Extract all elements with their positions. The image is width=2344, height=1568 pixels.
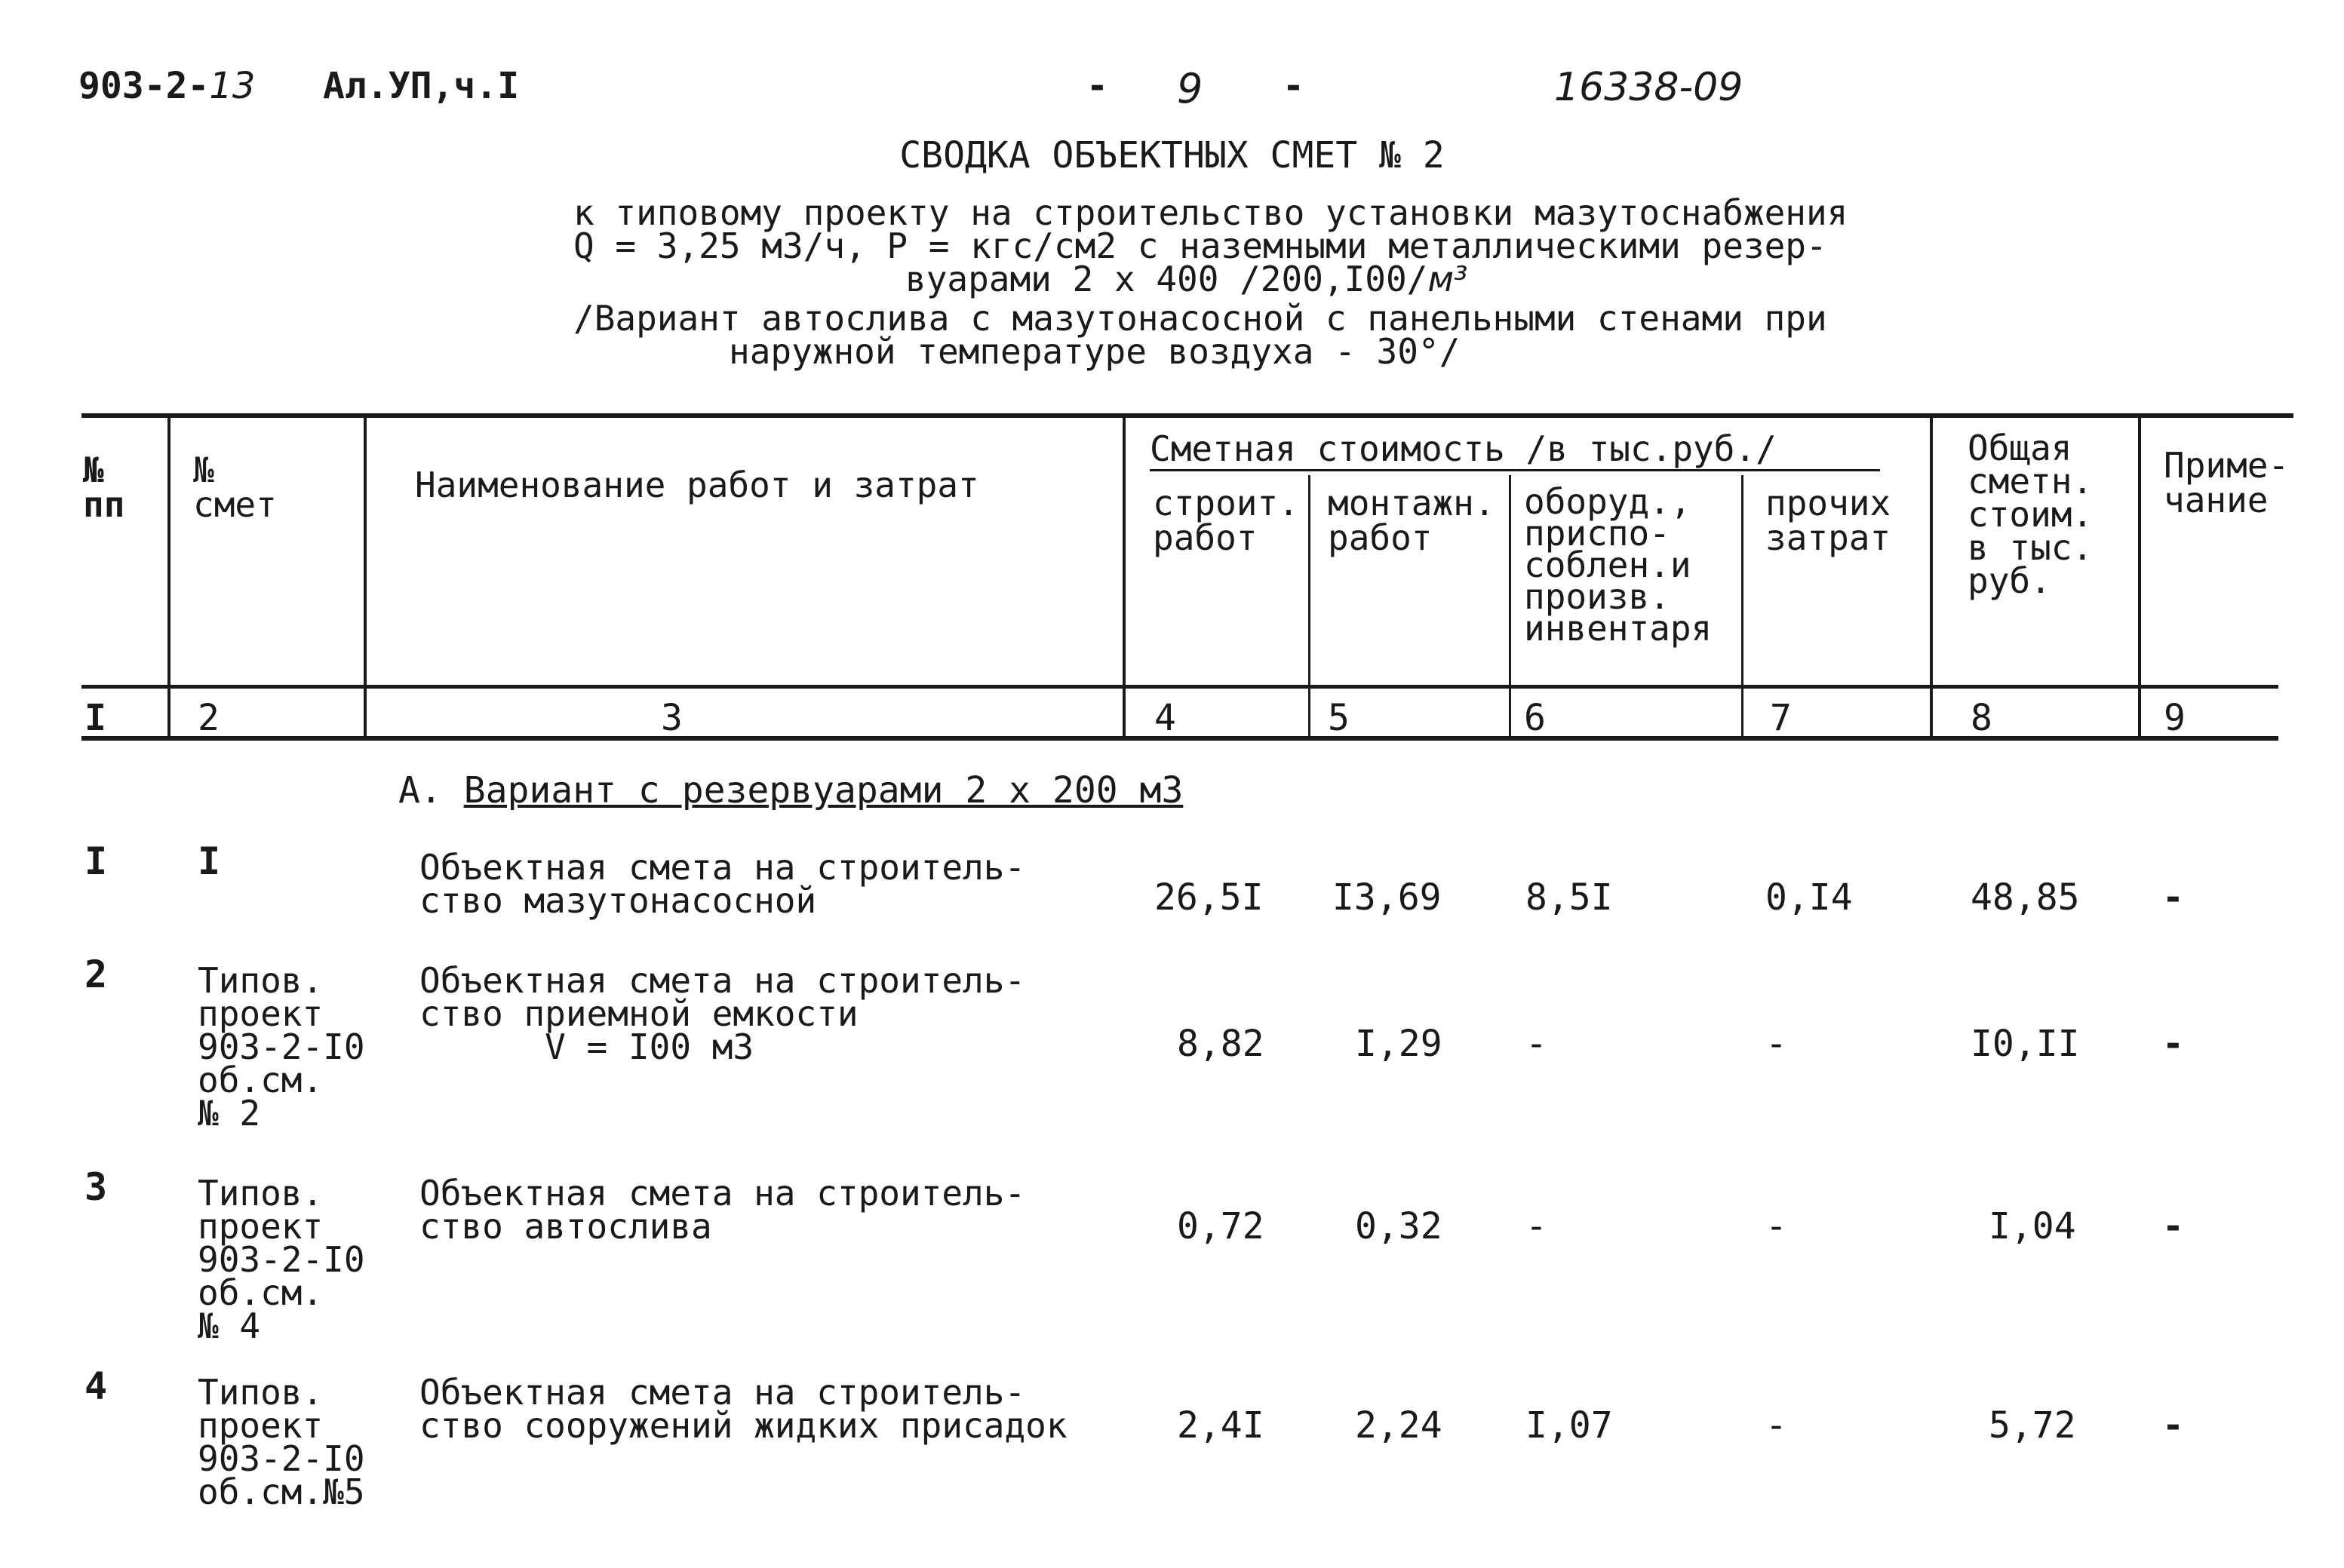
row-3-installation: 0,32 — [1355, 1205, 1442, 1247]
row-3-construction: 0,72 — [1177, 1205, 1264, 1247]
row-1-pp: I — [84, 839, 108, 883]
row-1-construction: 26,5I — [1154, 876, 1264, 919]
document-title: СВОДКА ОБЪЕКТНЫХ СМЕТ № 2 — [899, 134, 1445, 176]
row-1-other: 0,I4 — [1765, 876, 1853, 919]
row-4-pp: 4 — [84, 1364, 108, 1408]
row-4-equipment: I,07 — [1525, 1404, 1613, 1447]
header-col-other: прочих затрат — [1765, 483, 1891, 558]
header-col-note: Приме- чание — [2164, 445, 2290, 520]
column-number: 9 — [2164, 697, 2186, 739]
header-group-cost: Сметная стоимость /в тыс.руб./ — [1150, 428, 1777, 469]
row-3-smeta: Типов. проект 903-2-I0 об.см. № 4 — [198, 1173, 365, 1346]
row-2-other: - — [1765, 1023, 1787, 1065]
row-4-construction: 2,4I — [1177, 1404, 1264, 1447]
row-3-pp: 3 — [84, 1165, 108, 1209]
page-number: 9 — [1177, 65, 1203, 112]
header-col-installation: монтажн. работ — [1328, 483, 1495, 558]
row-1-equipment: 8,5I — [1525, 876, 1613, 919]
row-3-total: I,04 — [1989, 1205, 2076, 1247]
row-4-name: Объектная смета на строитель- ство сооружений жидких присадок — [419, 1372, 1068, 1446]
series-prefix: 903-2- — [78, 65, 210, 107]
column-number: 2 — [198, 697, 220, 739]
subtitle-line-3-text: вуарами 2 х 400 /200,I00/ — [905, 259, 1428, 299]
row-3-equipment: - — [1525, 1205, 1547, 1247]
section-prefix: А. — [398, 769, 442, 812]
section-title: Вариант с резервуарами 2 х 200 м3 — [463, 769, 1184, 812]
section-heading — [398, 769, 1183, 812]
series-number: 13 — [209, 65, 256, 107]
row-1-name: Объектная смета на строитель- ство мазутонасосной — [419, 847, 1026, 921]
subtitle-line-3 — [905, 259, 1468, 299]
row-2-equipment: - — [1525, 1023, 1547, 1065]
row-4-note: - — [2162, 1404, 2184, 1447]
row-4-installation: 2,24 — [1355, 1404, 1442, 1447]
subtitle-unit-handwritten: м³ — [1427, 259, 1468, 299]
column-divider-1 — [167, 413, 171, 741]
row-2-name: Объектная смета на строитель- ство приемной емкости V = I00 м3 — [419, 960, 1026, 1067]
row-4-other: - — [1765, 1404, 1787, 1447]
row-4-total: 5,72 — [1989, 1404, 2076, 1447]
subtitle-line-2: Q = 3,25 м3/ч, Р = кгс/см2 с наземными металлическими резер- — [573, 226, 1827, 266]
header-col-name: Наименование работ и затрат — [415, 465, 979, 505]
column-divider-8 — [2138, 413, 2141, 741]
album-label: Ал.УП,ч.I — [323, 65, 520, 107]
row-2-smeta: Типов. проект 903-2-I0 об.см. № 2 — [198, 960, 365, 1134]
row-1-smeta: I — [198, 839, 221, 883]
subtitle-line-5: наружной температуре воздуха - 30°/ — [729, 331, 1461, 372]
column-number: 4 — [1154, 697, 1176, 739]
row-2-construction: 8,82 — [1177, 1023, 1264, 1065]
row-1-note: - — [2162, 876, 2184, 919]
document-number: 16338-09 — [1554, 65, 1743, 110]
column-divider-4 — [1308, 475, 1310, 741]
header-col-total: Общая сметн. стоим. в тыс. руб. — [1968, 428, 2094, 601]
subtitle-line-1: к типовому проекту на строительство установки мазутоснабжения — [573, 192, 1848, 233]
row-3-other: - — [1765, 1205, 1787, 1247]
table-top-rule — [81, 413, 2293, 418]
column-divider-5 — [1509, 475, 1511, 741]
numbering-bottom-rule — [81, 736, 2278, 741]
row-1-installation: I3,69 — [1332, 876, 1442, 919]
column-divider-2 — [364, 413, 367, 741]
column-number: 7 — [1770, 697, 1792, 739]
subtitle-line-4: /Вариант автослива с мазутонасосной с панельными стенами при — [573, 298, 1827, 339]
column-divider-3 — [1123, 413, 1126, 741]
row-2-installation: I,29 — [1355, 1023, 1442, 1065]
column-number: 8 — [1971, 697, 1992, 739]
row-2-pp: 2 — [84, 953, 108, 996]
row-2-note: - — [2162, 1023, 2184, 1065]
column-number: I — [84, 697, 106, 739]
column-number: 3 — [661, 697, 683, 739]
header-col-smeta: № смет — [193, 450, 277, 525]
page-dash-right: - — [1283, 65, 1304, 107]
row-2-total: I0,II — [1971, 1023, 2080, 1065]
row-4-smeta: Типов. проект 903-2-I0 об.см.№5 — [198, 1372, 365, 1512]
page-dash-left: - — [1086, 65, 1108, 107]
column-divider-6 — [1741, 475, 1743, 741]
column-number: 6 — [1524, 697, 1546, 739]
group-header-underline — [1150, 469, 1880, 471]
row-3-name: Объектная смета на строитель- ство автослива — [419, 1173, 1026, 1247]
header-col-equipment: оборуд., приспо- соблен.и произв. инвентаря — [1524, 481, 1713, 649]
row-1-total: 48,85 — [1971, 876, 2080, 919]
header-col-pp: № пп — [83, 450, 125, 525]
column-divider-7 — [1930, 413, 1933, 741]
series-code — [78, 65, 255, 107]
row-3-note: - — [2162, 1205, 2184, 1247]
column-number: 5 — [1328, 697, 1350, 739]
header-col-construction: строит. работ — [1153, 483, 1299, 558]
header-bottom-rule — [81, 685, 2278, 689]
